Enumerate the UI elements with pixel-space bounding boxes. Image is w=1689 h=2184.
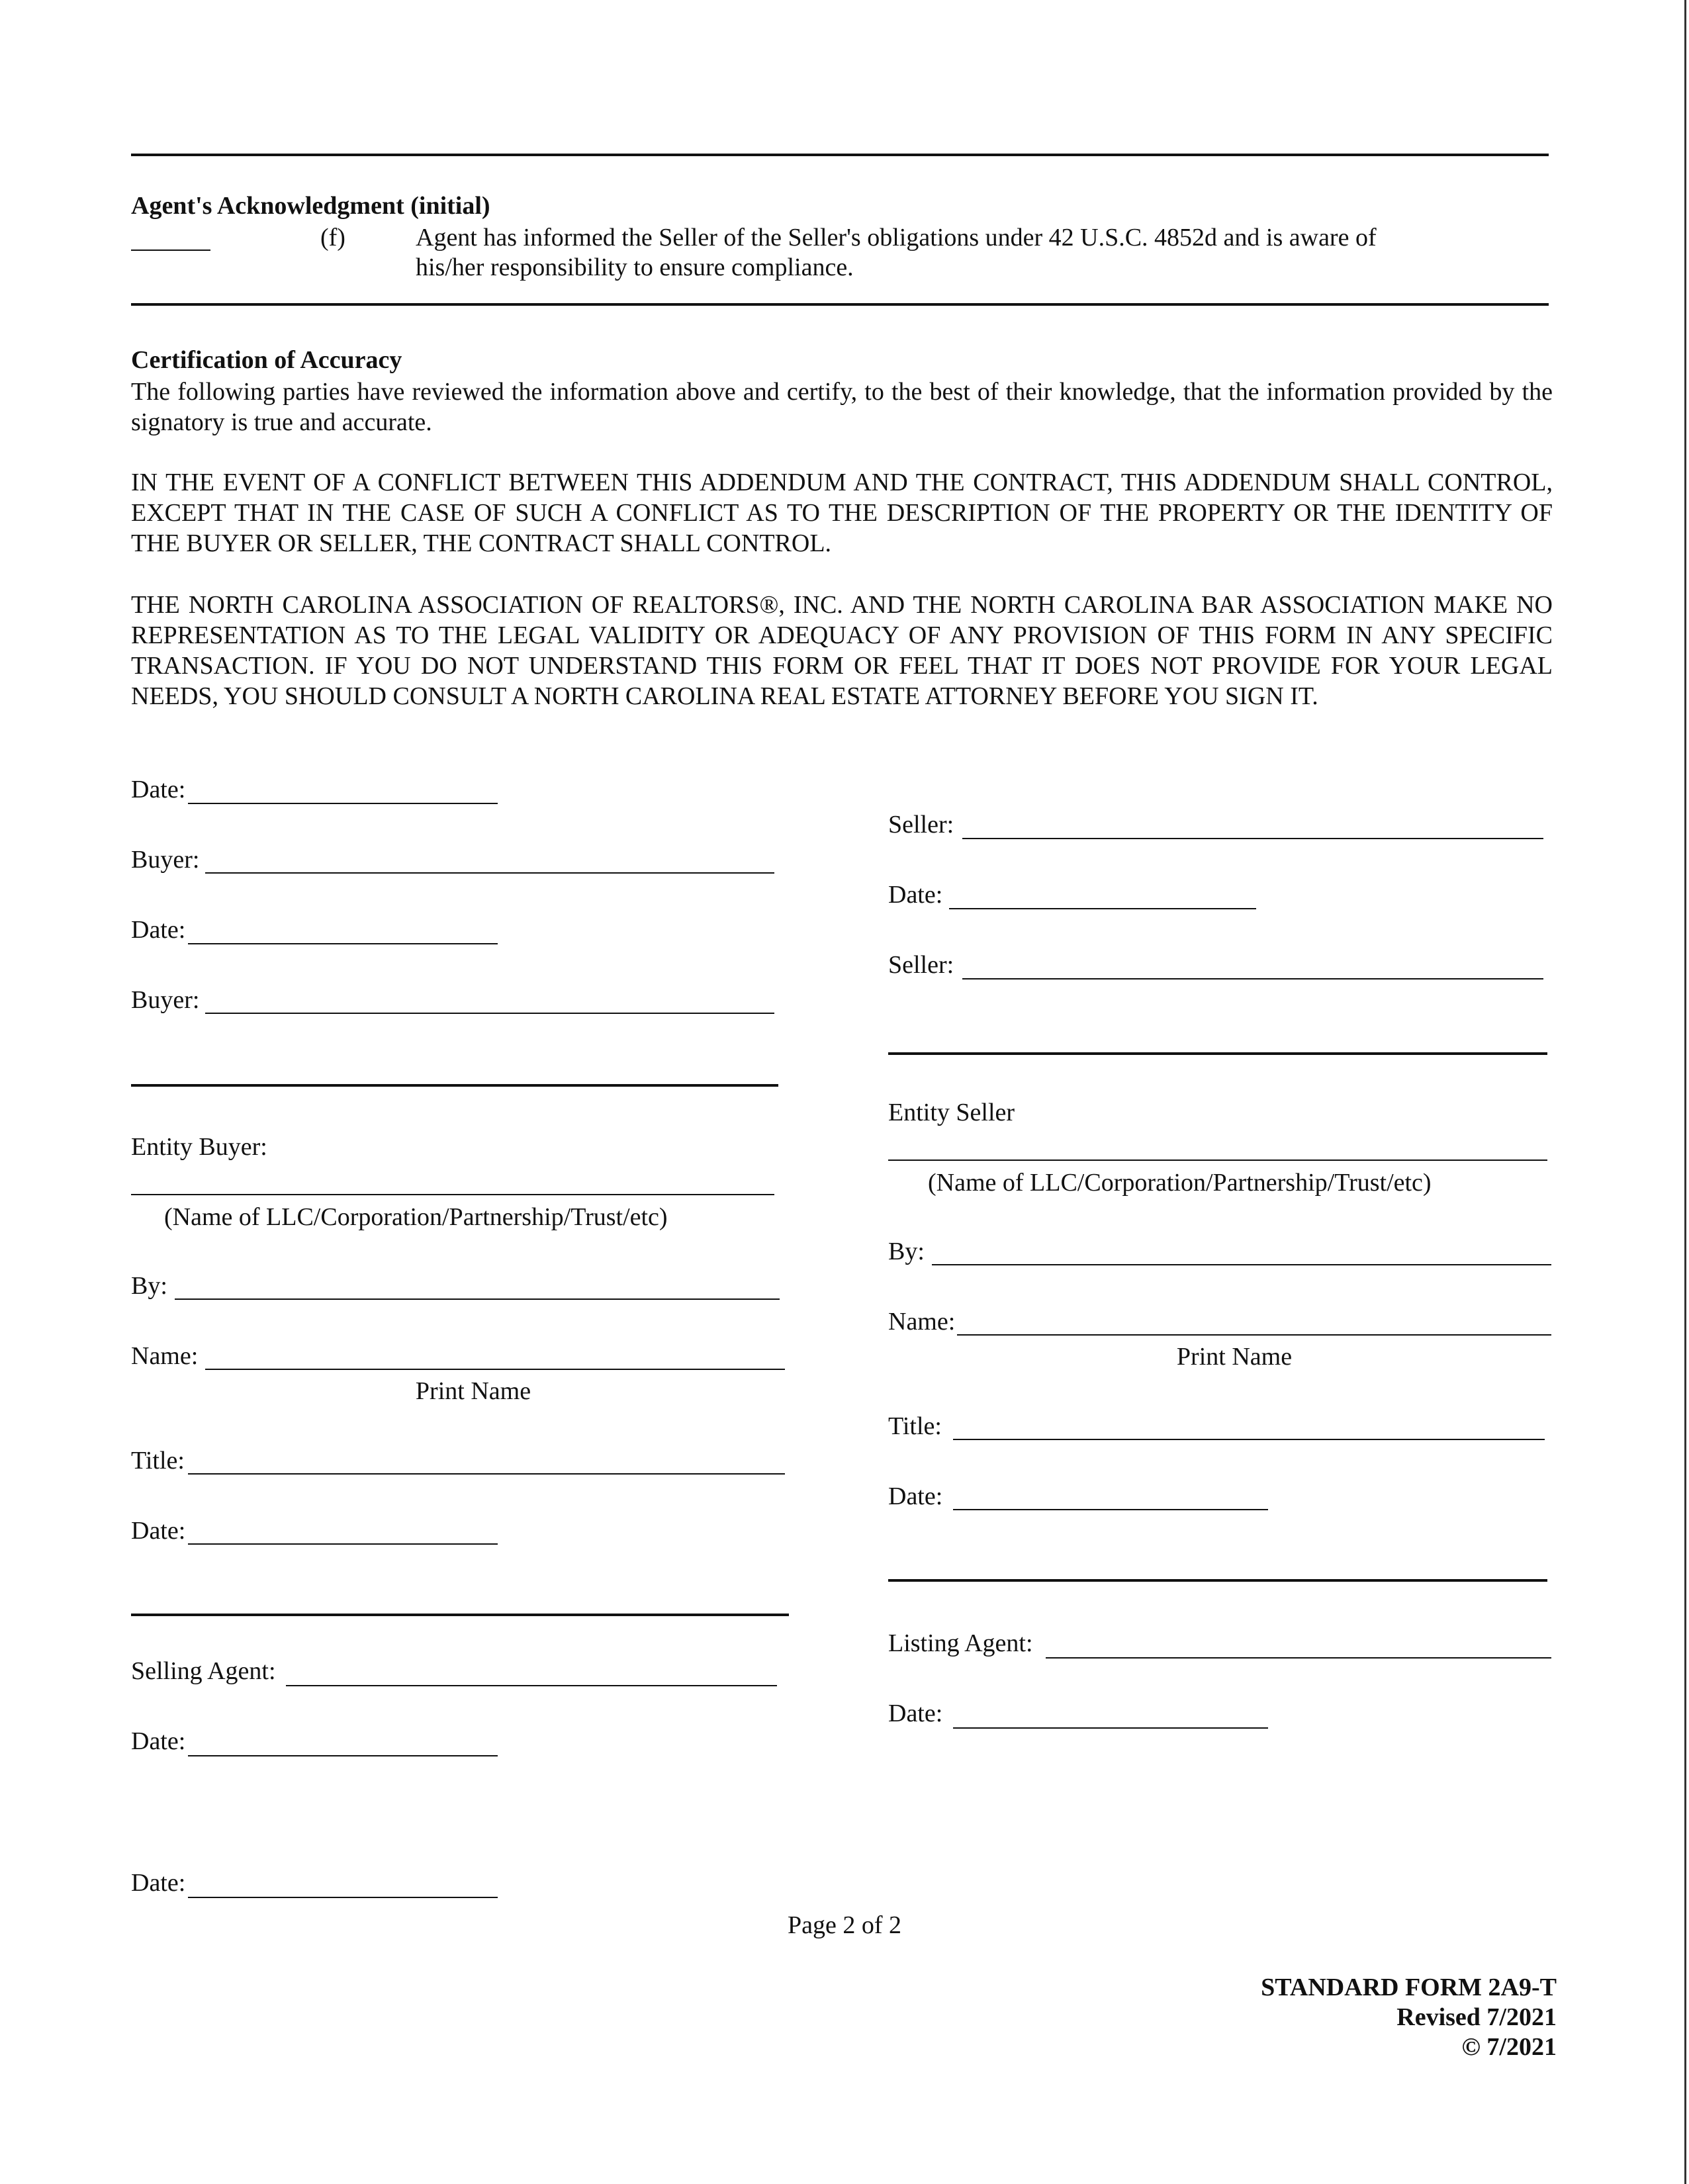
entity-buyer-by-label: By:: [131, 1272, 167, 1300]
entity-buyer-name-field-line[interactable]: [205, 1369, 785, 1370]
seller-section-divider: [888, 1052, 1547, 1055]
entity-buyer-print-name-caption: Print Name: [415, 1377, 531, 1405]
entity-seller-divider: [888, 1579, 1547, 1582]
buyer1-label: Buyer:: [131, 846, 200, 874]
ack-divider: [131, 303, 1549, 306]
agent-ack-item-letter: (f): [320, 224, 345, 251]
entity-seller-title-line[interactable]: [953, 1439, 1545, 1440]
buyer-date1-line[interactable]: [188, 803, 498, 804]
entity-buyer-name-caption: (Name of LLC/Corporation/Partnership/Trust/etc): [164, 1203, 668, 1231]
form-name: STANDARD FORM 2A9-T: [1261, 1974, 1557, 2001]
entity-buyer-divider: [131, 1614, 789, 1616]
seller-date1-line[interactable]: [949, 908, 1256, 909]
entity-seller-title-label: Title:: [888, 1412, 942, 1440]
listing-agent-date-label: Date:: [888, 1700, 943, 1727]
buyer2-signature-line[interactable]: [205, 1013, 774, 1014]
entity-buyer-date-line[interactable]: [188, 1543, 498, 1545]
entity-seller-label: Entity Seller: [888, 1099, 1015, 1126]
agent-ack-heading: Agent's Acknowledgment (initial): [131, 192, 490, 220]
entity-seller-date-label: Date:: [888, 1482, 943, 1510]
buyer-date2-line[interactable]: [188, 943, 498, 944]
entity-buyer-name-label: Name:: [131, 1342, 199, 1370]
entity-buyer-by-line[interactable]: [175, 1298, 780, 1300]
buyer2-label: Buyer:: [131, 986, 200, 1014]
entity-seller-by-label: By:: [888, 1238, 925, 1265]
entity-seller-name-line[interactable]: [888, 1160, 1547, 1161]
listing-agent-line[interactable]: [1046, 1657, 1551, 1659]
entity-seller-print-name-caption: Print Name: [1176, 1343, 1293, 1371]
agent-ack-text-line1: Agent has informed the Seller of the Seller's obligations under 42 U.S.C. 4852d and is aware of: [416, 224, 1377, 251]
agent-initial-line[interactable]: [131, 250, 210, 251]
entity-seller-by-line[interactable]: [932, 1264, 1551, 1265]
listing-agent-date-line[interactable]: [953, 1727, 1268, 1729]
entity-seller-date-line[interactable]: [953, 1509, 1268, 1510]
certification-text: The following parties have reviewed the information above and certify, to the best of their knowledge, that the information provided by the signatory is true and accurate.: [131, 378, 1553, 436]
seller1-signature-line[interactable]: [962, 838, 1543, 839]
page-edge-line: [1684, 0, 1686, 2184]
entity-buyer-label: Entity Buyer:: [131, 1133, 267, 1161]
final-date-label: Date:: [131, 1869, 186, 1897]
listing-agent-label: Listing Agent:: [888, 1629, 1033, 1657]
final-date-line[interactable]: [188, 1897, 498, 1898]
agent-ack-text-line2: his/her responsibility to ensure compliance.: [416, 253, 854, 281]
selling-agent-label: Selling Agent:: [131, 1657, 276, 1685]
disclaimer-notice: THE NORTH CAROLINA ASSOCIATION OF REALTORS®, INC. AND THE NORTH CAROLINA BAR ASSOCIATION MAKE NO REPRESENTATION AS TO THE LEGAL VALIDITY OR ADEQUACY OF ANY PROVISION OF THIS FORM IN ANY SPECIFIC TRANSACTION. IF YOU DO NOT UNDERSTAND THIS FORM OR FEEL THAT IT DOES NOT PROVIDE FOR YOUR LEGAL NEEDS, YOU SHOULD CONSULT A NORTH CAROLINA REAL ESTATE ATTORNEY BEFORE YOU SIGN IT.: [131, 591, 1553, 710]
entity-seller-name-field-line[interactable]: [957, 1334, 1551, 1336]
form-copyright: © 7/2021: [1461, 2033, 1557, 2061]
seller2-label: Seller:: [888, 951, 954, 979]
conflict-notice: IN THE EVENT OF A CONFLICT BETWEEN THIS ADDENDUM AND THE CONTRACT, THIS ADDENDUM SHALL CONTROL, EXCEPT THAT IN THE CASE OF SUCH A CONFLICT AS TO THE DESCRIPTION OF THE PROPERTY OR THE IDENTITY OF THE BUYER OR SELLER, THE CONTRACT SHALL CONTROL.: [131, 469, 1553, 557]
buyer-section-divider: [131, 1084, 778, 1087]
seller2-signature-line[interactable]: [962, 978, 1543, 979]
entity-seller-name-label: Name:: [888, 1308, 956, 1336]
entity-buyer-title-line[interactable]: [188, 1473, 785, 1475]
buyer-date1-label: Date:: [131, 776, 186, 803]
entity-buyer-name-line[interactable]: [131, 1194, 774, 1195]
selling-agent-date-label: Date:: [131, 1727, 186, 1755]
seller-date1-label: Date:: [888, 881, 943, 909]
buyer1-signature-line[interactable]: [205, 872, 774, 874]
certification-heading: Certification of Accuracy: [131, 346, 402, 374]
seller1-label: Seller:: [888, 811, 954, 839]
entity-seller-name-caption: (Name of LLC/Corporation/Partnership/Trust/etc): [928, 1169, 1432, 1197]
entity-buyer-date-label: Date:: [131, 1517, 186, 1545]
entity-buyer-title-label: Title:: [131, 1447, 185, 1475]
page-number: Page 2 of 2: [787, 1911, 902, 1939]
selling-agent-date-line[interactable]: [188, 1755, 498, 1756]
buyer-date2-label: Date:: [131, 916, 186, 944]
form-revised: Revised 7/2021: [1396, 2003, 1557, 2031]
selling-agent-line[interactable]: [286, 1685, 777, 1686]
top-divider: [131, 154, 1549, 156]
